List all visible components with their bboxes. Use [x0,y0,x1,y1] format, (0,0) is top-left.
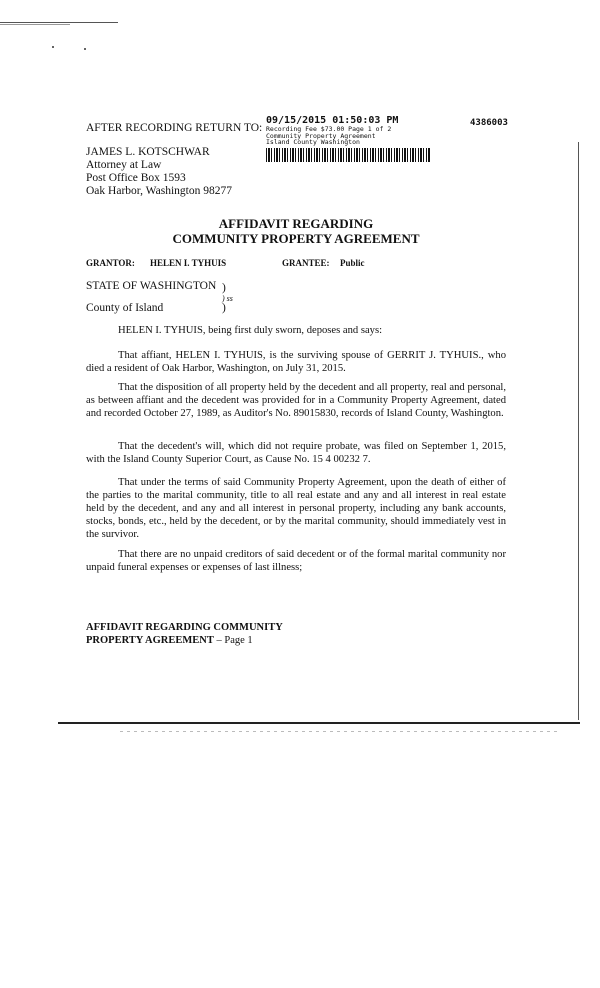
footer-line-1: AFFIDAVIT REGARDING COMMUNITY [86,622,283,633]
footer-page-number: – Page 1 [213,635,253,646]
paragraph-4: That under the terms of said Community Property Agreement, upon the death of either of the parties to the marital community, title to all real estate and any and all interest in real estate held by the decedent, and any and all interest in personal property, including any bank accounts, stocks, bonds, etc., held by the decedent, or by the marital community, should immediately vest in the survivor. [86,477,506,540]
recording-number: 4386003 [470,118,508,128]
attorney-title: Attorney at Law [86,159,162,171]
barcode-image [266,148,430,162]
recording-stamp [266,116,466,146]
page-footer [86,621,283,647]
document-title [86,216,506,246]
intro-paragraph: HELEN I. TYHUIS, being first duly sworn, deposes and says: [118,325,383,336]
grantor-value: HELEN I. TYHUIS [150,258,227,268]
grantee-label: GRANTEE: [282,258,330,268]
scan-artifact-dot [84,48,86,50]
scan-artifact-edge [578,142,579,720]
return-address [86,146,232,198]
scan-artifact-line [0,22,118,23]
po-box: Post Office Box 1593 [86,172,186,184]
recording-fee: Recording Fee $73.00 Page 1 of 2 [266,125,392,133]
city-line: Oak Harbor, Washington 98277 [86,185,232,197]
paragraph-1: That affiant, HELEN I. TYHUIS, is the surviving spouse of GERRIT J. TYHUIS., who died a resident of Oak Harbor, Washington, on July 31, 2015. [86,350,506,374]
footer-line-2: PROPERTY AGREEMENT [86,635,214,646]
page-bottom-rule [58,722,580,724]
scan-artifact-noise [120,731,560,732]
scan-artifact-dot [52,46,54,48]
recording-datetime: 09/15/2015 01:50:03 PM [266,115,399,126]
grantor-label: GRANTOR: [86,258,135,268]
recording-county: Island County Washington [266,138,360,146]
attorney-name: JAMES L. KOTSCHWAR [86,146,210,158]
title-line-1: AFFIDAVIT REGARDING [218,216,374,231]
venue-state: STATE OF WASHINGTON [86,280,217,292]
title-line-2: COMMUNITY PROPERTY AGREEMENT [172,231,420,246]
paragraph-5: That there are no unpaid creditors of said decedent or of the formal marital community nor unpaid funeral expenses or expenses of last illness; [86,549,506,573]
scan-artifact-line [0,24,70,25]
venue-ss: ) ss [222,294,233,303]
paragraph-3: That the decedent's will, which did not require probate, was filed on September 1, 2015, with the Island County Superior Court, as Cause No. 15 4 00232 7. [86,441,506,465]
grantee-value: Public [340,258,365,268]
venue-paren: ) [222,282,226,294]
paragraph-2: That the disposition of all property held by the decedent and all property, real and personal, as between affiant and the decedent was provided for in a Community Property Agreement, dated and recorded October 27, 1989, as Auditor's No. 89015830, records of Island County, Washington. [86,382,506,419]
return-to-label: AFTER RECORDING RETURN TO: [86,122,263,134]
recording-type: Community Property Agreement [266,131,376,140]
venue-paren: ) [222,302,226,314]
venue-county: County of Island [86,302,164,314]
